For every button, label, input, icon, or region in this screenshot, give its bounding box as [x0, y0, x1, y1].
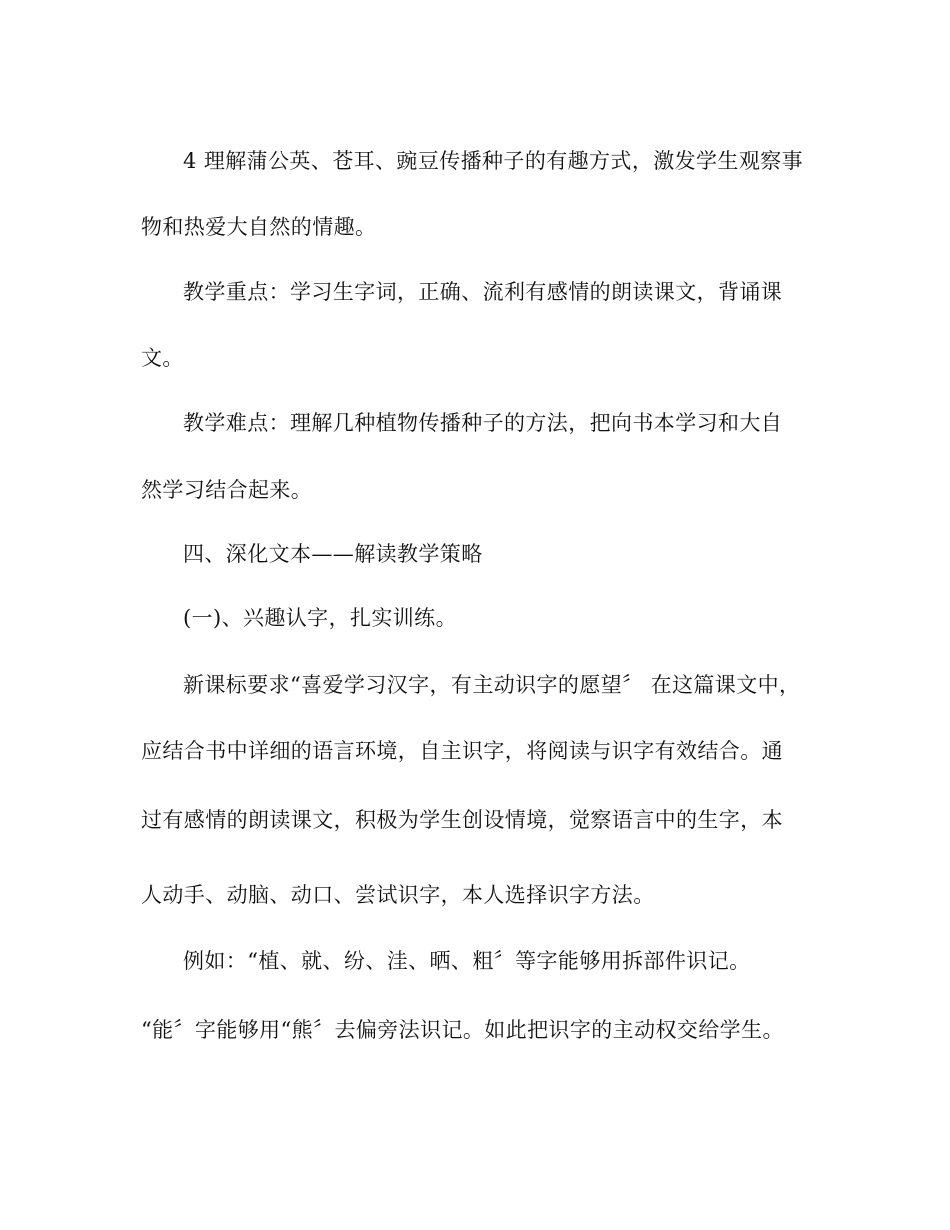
paragraph-line-5: 教学难点：理解几种植物传播种子的方法，把向书本学习和大自: [183, 411, 783, 435]
paragraph-line-3: 教学重点：学习生字词，正确、流利有感情的朗读课文，背诵课: [183, 280, 783, 304]
paragraph-line-2: 物和热爱大自然的情趣。: [141, 215, 377, 239]
paragraph-line-9: 新课标要求“喜爱学习汉字，有主动识字的愿望〞 在这篇课文中，: [183, 673, 801, 697]
paragraph-line-14: “能〞字能够用“熊〞去偏旁法识记。如此把识字的主动权交给学生。: [141, 1018, 784, 1042]
paragraph-line-1: 4 理解蒲公英、苍耳、豌豆传播种子的有趣方式，激发学生观察事: [183, 149, 804, 173]
paragraph-line-10: 应结合书中详细的语言环境，自主识字，将阅读与识字有效结合。通: [141, 739, 783, 763]
section-heading: 四、深化文本——解读教学策略: [183, 542, 483, 566]
paragraph-line-6: 然学习结合起来。: [141, 478, 313, 502]
paragraph-line-12: 人动手、动脑、动口、尝试识字，本人选择识字方法。: [141, 883, 655, 907]
subsection-heading: (一)、兴趣认字，扎实训练。: [183, 606, 457, 630]
paragraph-line-4: 文。: [141, 346, 184, 370]
paragraph-line-13: 例如：“植、就、纷、洼、晒、粗〞等字能够用拆部件识记。: [183, 949, 751, 973]
paragraph-line-11: 过有感情的朗读课文，积极为学生创设情境，觉察语言中的生字，本: [141, 808, 783, 832]
